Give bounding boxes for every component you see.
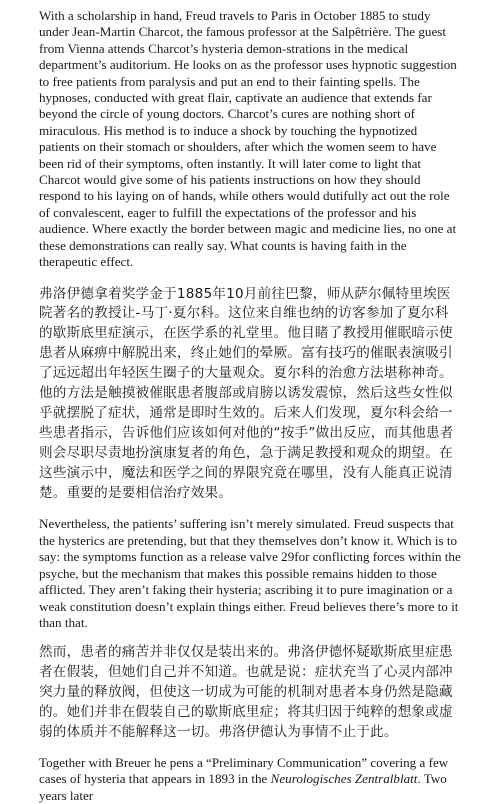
paragraph-chinese-2: 然而，患者的痛苦并非仅仅是装出来的。弗洛伊德怀疑歇斯底里症患者在假装，但她们自己并不知道。也就是说：症状充当了心灵内部冲突力量的释放阀，但使这一切成为可能的机制对患者本身仍然是隐藏的。她们并非在假装自己的歇斯底里症；将其归因于纯粹的想象或虚弱的体质并不能解释这一切。弗洛伊德认为事情不止于此。 (39, 644, 453, 740)
paragraph-english-3 (39, 755, 461, 804)
journal-title: Neurologisches Zentralblatt (270, 771, 418, 787)
paragraph-chinese-1: 弗洛伊德拿着奖学金于1885年10月前往巴黎，师从萨尔佩特里埃医院著名的教授让-马丁·夏尔科。这位来自维也纳的访客参加了夏尔科的歇斯底里症演示，在医学系的礼堂里。他目睹了教授用催眠暗示使患者从麻痹中解脱出来，终止她们的晕厥。富有技巧的催眠表演吸引了远远超出年轻医生圈子的大量观众。夏尔科的治愈方法堪称神奇。他的方法是触摸被催眠患者腹部或肩膀以诱发震惊，然后这些女性似乎就摆脱了症状，通常是即时生效的。后来人们发现，夏尔科会给一些患者指示，告诉他们应该如何对他的“按手”做出反应，而其他患者则会尽职尽责地扮演康复者的角色，急于满足教授和观众的期望。在这些演示中，魔法和医学之间的界限究竟在哪里，没有人能真正说清楚。重要的是要相信治疗效果。 (39, 285, 454, 501)
paragraph-english-3-text-after: . Two years later (39, 771, 447, 803)
paragraph-english-2: Nevertheless, the patients’ suffering isn’t merely simulated. Freud suspects that the hysterics are pretending, but that they themselves don’t know it. Which is to say: the symptoms function as a release valve 29for conflicting forces within the psyche, but the mechanism that makes this possible remains hidden to those afflicted. They aren’t faking their hysteria; ascribing it to pure imagination or a weak constitution doesn’t explain things either. Freud believes there’s more to it than that. (39, 516, 461, 630)
paragraph-english-1: With a scholarship in hand, Freud travels to Paris in October 1885 to study under Jean-Martin Charcot, the famous professor at the Salpêtrière. The guest from Vienna attends Charcot’s hysteria demon-strations in the medical department’s auditorium. He looks on as the professor uses hypnotic suggestion to free patients from paralysis and put an end to their fainting spells. The hypnoses, conducted with great flair, captivate an audience that extends far beyond the circle of young doctors. Charcot’s cures are nothing short of miraculous. His method is to induce a shock by touching the hypnotized patients on their stomach or shoulders, after which the women seem to have been rid of their symptoms, often instantly. It will later come to light that Charcot would give some of his patients instructions on how they should respond to his laying on of hands, while others would dutifully act out the role of convalescent, eager to fulfill the expectations of the professor and his audience. Where exactly the border between magic and medicine lies, no one at these demonstrations can really say. What counts is having faith in the therapeutic effect. (39, 8, 457, 270)
paragraph-english-3-text-before: Together with Breuer he pens a “Preliminary Communication” covering a few cases of hysteria that appears in 1893 in the (39, 754, 449, 787)
